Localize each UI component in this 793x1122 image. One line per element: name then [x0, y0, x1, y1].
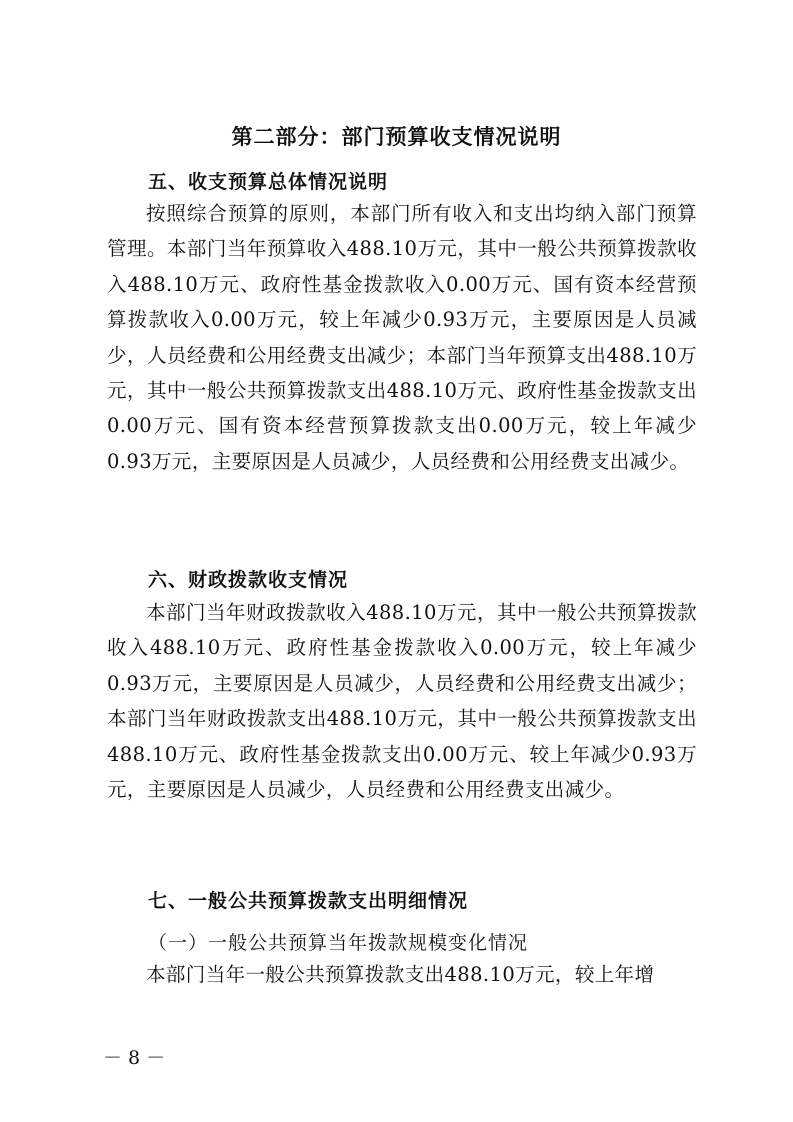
page-title: 第二部分：部门预算收支情况说明 — [231, 124, 562, 149]
section-7-paragraph: 本部门当年一般公共预算拨款支出488.10万元，较上年增 — [146, 963, 655, 986]
section-5-heading: 五、收支预算总体情况说明 — [148, 171, 389, 193]
section-6-paragraph: 本部门当年财政拨款收入488.10万元，其中一般公共预算拨款收入488.10万元、政府性基金拨款收入0.00万元，较上年减少0.93万元，主要原因是人员减少，人员经费和公用经费支出减少；本部门当年财政拨款支出488.10万元，其中一般公共预算拨款支出488.10万元、政府性基金拨款支出0.00万元、较上年减少0.93万元，主要原因是人员减少，人员经费和公用经费支出减少。 — [107, 601, 697, 802]
page-number: － 8 － — [103, 1047, 166, 1069]
section-7-heading: 七、一般公共预算拨款支出明细情况 — [148, 890, 469, 912]
section-7-subheading: （一）一般公共预算当年拨款规模变化情况 — [148, 932, 529, 954]
section-6-heading: 六、财政拨款收支情况 — [148, 569, 349, 591]
section-5-paragraph: 按照综合预算的原则，本部门所有收入和支出均纳入部门预算管理。本部门当年预算收入488.10万元，其中一般公共预算拨款收入488.10万元、政府性基金拨款收入0.00万元、国有资本经营预算拨款收入0.00万元，较上年减少0.93万元，主要原因是人员减少，人员经费和公用经费支出减少；本部门当年预算支出488.10万元，其中一般公共预算拨款支出488.10万元、政府性基金拨款支出0.00万元、国有资本经营预算拨款支出0.00万元，较上年减少0.93万元，主要原因是人员减少，人员经费和公用经费支出减少。 — [107, 202, 697, 473]
